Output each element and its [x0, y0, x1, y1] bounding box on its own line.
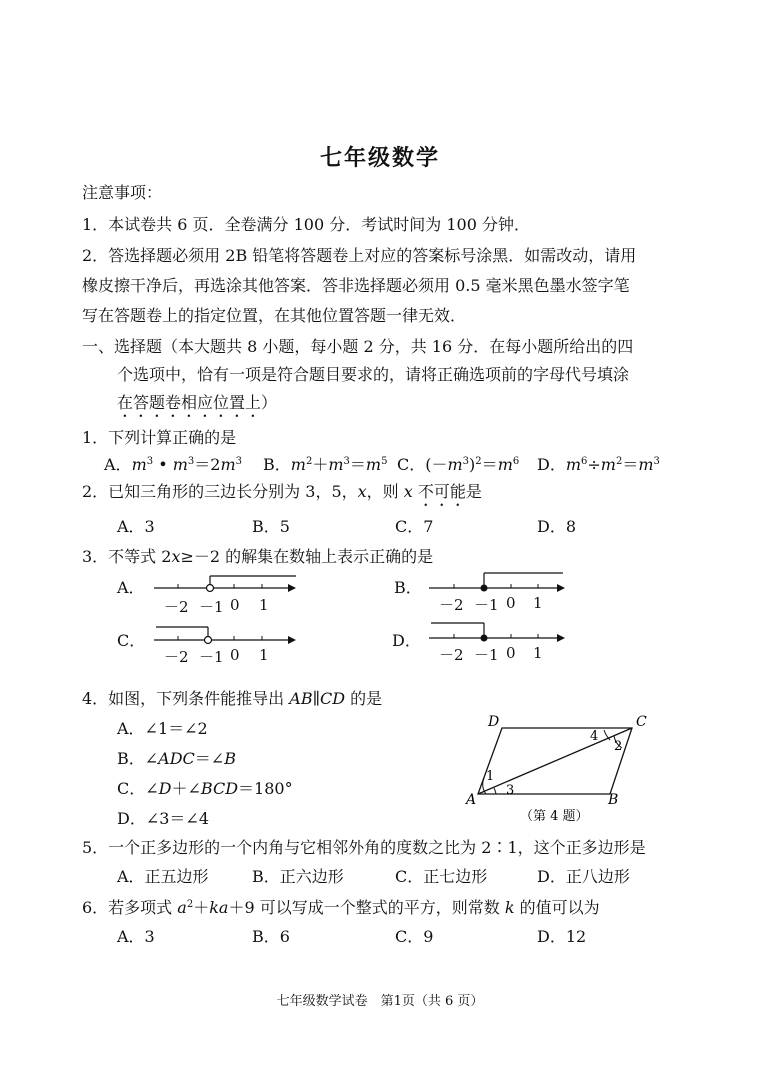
vertex-label-a: A: [466, 792, 477, 808]
notice-item-2-line-3: 写在答题卷上的指定位置，在其他位置答题一律无效．: [82, 306, 467, 325]
q2-option-b: B．5: [252, 517, 290, 536]
tick-label: －1: [199, 598, 224, 616]
tick-label: 1: [533, 594, 543, 612]
q4-option-c: C．∠D＋∠BCD＝180°: [117, 779, 293, 798]
tick-label: －1: [474, 596, 499, 614]
q4-stem: 4．如图，下列条件能推导出 AB∥CD 的是: [82, 689, 383, 708]
tick-label: －1: [199, 648, 224, 666]
q5-option-d: D．正八边形: [537, 867, 630, 886]
q2-option-d: D．8: [537, 517, 577, 536]
q1-option-d: D．$m^6\div m^2=m^3$: [537, 455, 660, 474]
q2-option-c: C．7: [395, 517, 434, 536]
q5-option-b: B．正六边形: [252, 867, 344, 886]
figure-caption: （第 4 题）: [520, 809, 589, 822]
tick-label: －2: [164, 598, 189, 616]
q4-parallelogram-figure: [456, 712, 656, 822]
tick-label: 0: [230, 646, 240, 664]
tick-label: 0: [506, 594, 516, 612]
q5-stem: 5．一个正多边形的一个内角与它相邻外角的度数之比为 2∶1，这个正多边形是: [82, 838, 646, 857]
q4-option-d: D．∠3＝∠4: [117, 809, 210, 828]
tick-label: －1: [474, 646, 499, 664]
q6-stem: 6．若多项式 $a^2+ka+9$ 可以写成一个整式的平方，则常数 k 的值可以为: [82, 898, 600, 917]
tick-label: 1: [533, 644, 543, 662]
q3-option-a: A．: [117, 578, 145, 597]
q6-option-d: D．12: [537, 927, 587, 946]
q3-stem: 3．不等式 2x≥－2 的解集在数轴上表示正确的是: [82, 547, 434, 566]
q1-stem: 1．下列计算正确的是: [82, 428, 237, 447]
section-1-line-3: 在答题卷相应位置上）: [117, 393, 278, 412]
section-1-line-2: 个选项中，恰有一项是符合题目要求的，请将正确选项前的字母代号填涂: [117, 365, 630, 384]
q6-option-b: B．6: [252, 927, 290, 946]
q6-option-a: A．3: [117, 927, 155, 946]
notice-heading: 注意事项：: [82, 183, 163, 202]
tick-label: 1: [259, 646, 269, 664]
q3-option-c: C．: [117, 631, 146, 650]
notice-item-2-line-1: 2．答选择题必须用 2B 铅笔将答题卷上对应的答案标号涂黑．如需改动，请用: [82, 246, 637, 265]
q4-option-b: B．∠ADC＝∠B: [117, 749, 236, 768]
q5-option-c: C．正七边形: [395, 867, 488, 886]
notice-item-2-line-2: 橡皮擦干净后，再选涂其他答案．答非选择题必须用 0.5 毫米黑色墨水签字笔: [82, 276, 630, 295]
emphasis-text: 在答题卷相应位置上: [117, 393, 262, 412]
angle-label-2: 2: [614, 739, 623, 754]
q3-option-b: B．: [394, 578, 422, 597]
q1-option-c: C．$(-m^3)^2=m^6$: [397, 455, 520, 474]
tick-label: 0: [230, 596, 240, 614]
section-1-line-1: 一、选择题（本大题共 8 小题，每小题 2 分，共 16 分．在每小题所给出的四: [82, 337, 634, 356]
q6-option-c: C．9: [395, 927, 434, 946]
notice-item-1: 1．本试卷共 6 页．全卷满分 100 分．考试时间为 100 分钟．: [82, 215, 530, 234]
q1-option-b: B．$m^2+m^3=m^5$: [263, 455, 388, 474]
vertex-label-c: C: [636, 714, 647, 730]
tick-label: －2: [164, 648, 189, 666]
q3-number-line-a: [150, 574, 300, 598]
emphasis-text: 不可能: [417, 482, 466, 501]
q1-option-a: A．$m^3$ • $m^3=2m^3$: [104, 455, 242, 474]
page-footer: 七年级数学试卷 第1页（共 6 页）: [276, 994, 484, 1009]
angle-label-4: 4: [590, 729, 599, 744]
tick-label: 0: [506, 644, 516, 662]
q3-option-d: D．: [392, 631, 421, 650]
angle-label-1: 1: [486, 769, 495, 784]
q5-option-a: A．正五边形: [117, 867, 209, 886]
angle-label-3: 3: [506, 783, 515, 798]
q4-option-a: A．∠1＝∠2: [117, 719, 208, 738]
q2-option-a: A．3: [117, 517, 155, 536]
tick-label: －2: [439, 596, 464, 614]
page-title: 七年级数学: [319, 145, 440, 171]
vertex-label-b: B: [608, 792, 619, 808]
q2-stem: 2．已知三角形的三边长分别为 3，5，x，则 x 不可能是: [82, 482, 482, 501]
tick-label: 1: [259, 596, 269, 614]
tick-label: －2: [439, 646, 464, 664]
vertex-label-d: D: [488, 714, 500, 730]
